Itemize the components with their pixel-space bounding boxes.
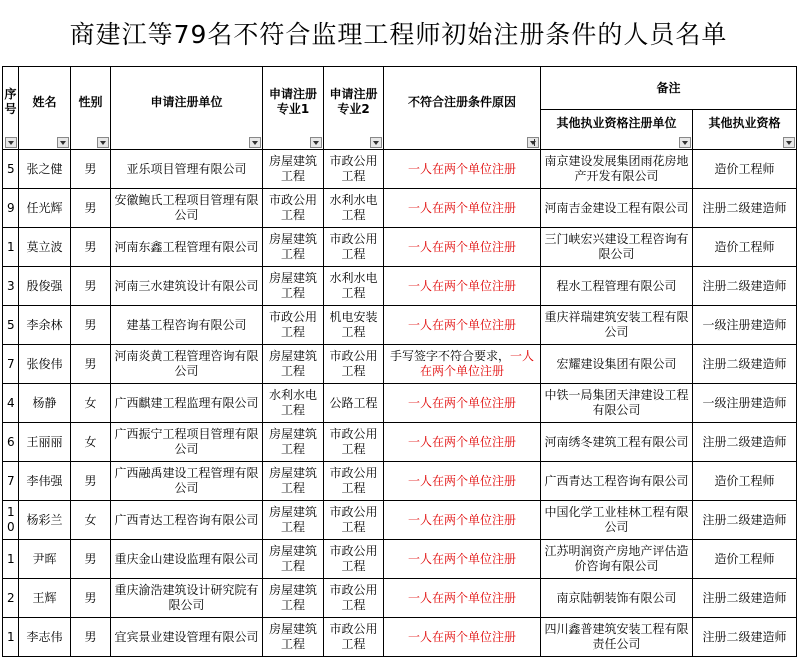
- cell-seq: 9: [3, 189, 19, 228]
- table-row[interactable]: [3, 384, 797, 423]
- cell-gender: 男: [71, 579, 111, 618]
- reason-text: 手写签字不符合要求，: [389, 349, 510, 363]
- cell-reason: 一人在两个单位注册: [384, 540, 541, 579]
- cell-seq: 5: [3, 306, 19, 345]
- cell-other-unit: 程水工程管理有限公司: [541, 267, 693, 306]
- cell-other-qual: 造价工程师: [693, 462, 797, 501]
- cell-reason: [384, 345, 541, 384]
- cell-gender: 女: [71, 423, 111, 462]
- cell-name: 莫立波: [19, 228, 71, 267]
- cell-major1: 房屋建筑工程: [263, 423, 324, 462]
- filter-dropdown-icon[interactable]: [310, 137, 322, 148]
- cell-other-qual: 造价工程师: [693, 540, 797, 579]
- filter-dropdown-icon[interactable]: [679, 137, 691, 148]
- cell-other-qual: 注册二级建造师: [693, 423, 797, 462]
- cell-gender: 男: [71, 150, 111, 189]
- cell-unit: 河南炎黄工程管理咨询有限公司: [111, 345, 263, 384]
- cell-seq: 1: [3, 540, 19, 579]
- filter-dropdown-icon[interactable]: [57, 137, 69, 148]
- cell-name: 张之健: [19, 150, 71, 189]
- cell-name: 尹晖: [19, 540, 71, 579]
- cell-unit: 重庆金山建设监理有限公司: [111, 540, 263, 579]
- cell-reason: 一人在两个单位注册: [384, 228, 541, 267]
- table-row[interactable]: [3, 345, 797, 384]
- cell-reason: 一人在两个单位注册: [384, 423, 541, 462]
- cell-seq: 1: [3, 618, 19, 657]
- cell-seq: 3: [3, 267, 19, 306]
- cell-reason: 一人在两个单位注册: [384, 501, 541, 540]
- reason-text-red: 一人在两个单位注册: [419, 349, 535, 378]
- cell-major2: 市政公用工程: [324, 501, 384, 540]
- header-other-unit: 其他执业资格注册单位: [541, 110, 693, 150]
- cell-gender: 男: [71, 618, 111, 657]
- cell-unit: 河南三水建筑设计有限公司: [111, 267, 263, 306]
- cell-major2: 市政公用工程: [324, 150, 384, 189]
- cell-major2: 水利水电工程: [324, 267, 384, 306]
- filter-dropdown-icon[interactable]: [97, 137, 109, 148]
- cell-name: 杨彩兰: [19, 501, 71, 540]
- filter-dropdown-icon[interactable]: [783, 137, 795, 148]
- cell-other-unit: 四川鑫普建筑安装工程有限责任公司: [541, 618, 693, 657]
- cell-unit: 宜宾景业建设管理有限公司: [111, 618, 263, 657]
- cell-name: 李余林: [19, 306, 71, 345]
- cell-major2: 市政公用工程: [324, 462, 384, 501]
- cell-major1: 市政公用工程: [263, 306, 324, 345]
- cell-major2: 机电安装工程: [324, 306, 384, 345]
- personnel-table: [2, 66, 797, 657]
- header-seq: 序号: [3, 67, 19, 150]
- cell-unit: 重庆渝浩建筑设计研究院有限公司: [111, 579, 263, 618]
- cell-seq: 10: [3, 501, 19, 540]
- cell-other-qual: 注册二级建造师: [693, 618, 797, 657]
- cell-unit: 河南东鑫工程管理有限公司: [111, 228, 263, 267]
- cell-seq: 4: [3, 384, 19, 423]
- cell-gender: 男: [71, 462, 111, 501]
- cell-name: 杨静: [19, 384, 71, 423]
- cell-reason: 一人在两个单位注册: [384, 579, 541, 618]
- cell-other-qual: 注册二级建造师: [693, 189, 797, 228]
- table-row[interactable]: [3, 228, 797, 267]
- cell-major1: 市政公用工程: [263, 189, 324, 228]
- cell-gender: 男: [71, 306, 111, 345]
- cell-seq: 6: [3, 423, 19, 462]
- header-name: 姓名: [19, 67, 71, 150]
- cell-gender: 男: [71, 228, 111, 267]
- cell-major1: 房屋建筑工程: [263, 501, 324, 540]
- cell-other-unit: 南京陆朝装饰有限公司: [541, 579, 693, 618]
- cell-gender: 男: [71, 189, 111, 228]
- cell-name: 王辉: [19, 579, 71, 618]
- cell-other-unit: 三门峡宏兴建设工程咨询有限公司: [541, 228, 693, 267]
- cell-seq: 1: [3, 228, 19, 267]
- cell-unit: 广西青达工程咨询有限公司: [111, 501, 263, 540]
- cell-other-qual: 注册二级建造师: [693, 501, 797, 540]
- cell-name: 任光辉: [19, 189, 71, 228]
- cell-other-unit: 宏耀建设集团有限公司: [541, 345, 693, 384]
- header-reason: 不符合注册条件原因: [384, 67, 541, 150]
- cell-other-unit: 中铁一局集团天津建设工程有限公司: [541, 384, 693, 423]
- cell-seq: 7: [3, 462, 19, 501]
- header-gender: 性别: [71, 67, 111, 150]
- cell-major1: 房屋建筑工程: [263, 579, 324, 618]
- header-unit: 申请注册单位: [111, 67, 263, 150]
- cell-gender: 女: [71, 384, 111, 423]
- page-title: 商建江等79名不符合监理工程师初始注册条件的人员名单: [69, 20, 728, 49]
- cell-other-qual: 注册二级建造师: [693, 579, 797, 618]
- table-row[interactable]: [3, 423, 797, 462]
- cell-seq: 7: [3, 345, 19, 384]
- cell-major1: 房屋建筑工程: [263, 618, 324, 657]
- cell-major2: 市政公用工程: [324, 540, 384, 579]
- cell-other-unit: 河南绣冬建筑工程有限公司: [541, 423, 693, 462]
- cell-gender: 女: [71, 501, 111, 540]
- cell-reason: 一人在两个单位注册: [384, 267, 541, 306]
- cell-reason: 一人在两个单位注册: [384, 306, 541, 345]
- cell-other-unit: 南京建设发展集团雨花房地产开发有限公司: [541, 150, 693, 189]
- cell-major1: 房屋建筑工程: [263, 462, 324, 501]
- cell-name: 王丽丽: [19, 423, 71, 462]
- cell-name: 李志伟: [19, 618, 71, 657]
- cell-other-unit: 江苏明润资产房地产评估造价咨询有限公司: [541, 540, 693, 579]
- cell-name: 张俊伟: [19, 345, 71, 384]
- filter-dropdown-icon[interactable]: [249, 137, 261, 148]
- cell-major1: 水利水电工程: [263, 384, 324, 423]
- cell-other-unit: 广西青达工程咨询有限公司: [541, 462, 693, 501]
- table-row[interactable]: [3, 540, 797, 579]
- cell-major1: 房屋建筑工程: [263, 150, 324, 189]
- cell-major1: 房屋建筑工程: [263, 345, 324, 384]
- cell-reason: 一人在两个单位注册: [384, 618, 541, 657]
- table-row[interactable]: [3, 618, 797, 657]
- cell-other-qual: 一级注册建造师: [693, 306, 797, 345]
- cell-unit: 广西融禹建设工程管理有限公司: [111, 462, 263, 501]
- table-row[interactable]: [3, 189, 797, 228]
- cell-major2: 市政公用工程: [324, 579, 384, 618]
- cell-reason: 一人在两个单位注册: [384, 150, 541, 189]
- table-row[interactable]: [3, 267, 797, 306]
- cell-reason: 一人在两个单位注册: [384, 189, 541, 228]
- filter-dropdown-icon[interactable]: [370, 137, 382, 148]
- table-row[interactable]: [3, 462, 797, 501]
- cell-major2: 水利水电工程: [324, 189, 384, 228]
- cell-major2: 市政公用工程: [324, 618, 384, 657]
- cell-other-qual: 一级注册建造师: [693, 384, 797, 423]
- cell-major1: 房屋建筑工程: [263, 228, 324, 267]
- cell-name: 李伟强: [19, 462, 71, 501]
- cell-gender: 男: [71, 345, 111, 384]
- cell-name: 殷俊强: [19, 267, 71, 306]
- cell-gender: 男: [71, 540, 111, 579]
- header-major1: 申请注册专业1: [263, 67, 324, 150]
- cell-major2: 市政公用工程: [324, 423, 384, 462]
- header-major2: 申请注册专业2: [324, 67, 384, 150]
- cell-major2: 市政公用工程: [324, 345, 384, 384]
- cell-other-unit: 河南吉金建设工程有限公司: [541, 189, 693, 228]
- cell-other-qual: 注册二级建造师: [693, 267, 797, 306]
- cell-other-qual: 注册二级建造师: [693, 345, 797, 384]
- cell-gender: 男: [71, 267, 111, 306]
- cell-other-unit: 中国化学工业桂林工程有限公司: [541, 501, 693, 540]
- table-row[interactable]: [3, 306, 797, 345]
- header-other-qual: 其他执业资格: [693, 110, 797, 150]
- cell-other-qual: 造价工程师: [693, 228, 797, 267]
- filter-active-icon[interactable]: [527, 137, 539, 148]
- cell-unit: 广西振宁工程项目管理有限公司: [111, 423, 263, 462]
- cell-major1: 房屋建筑工程: [263, 267, 324, 306]
- table-row[interactable]: [3, 579, 797, 618]
- cell-major2: 市政公用工程: [324, 228, 384, 267]
- cell-unit: 亚乐项目管理有限公司: [111, 150, 263, 189]
- header-remark: 备注: [541, 67, 797, 110]
- cell-other-qual: 造价工程师: [693, 150, 797, 189]
- cell-unit: 安徽鲍氏工程项目管理有限公司: [111, 189, 263, 228]
- table-row[interactable]: [3, 150, 797, 189]
- table-row[interactable]: [3, 501, 797, 540]
- cell-seq: 5: [3, 150, 19, 189]
- cell-unit: 广西麒建工程监理有限公司: [111, 384, 263, 423]
- cell-other-unit: 重庆祥瑞建筑安装工程有限公司: [541, 306, 693, 345]
- cell-seq: 2: [3, 579, 19, 618]
- cell-major1: 房屋建筑工程: [263, 540, 324, 579]
- cell-reason: 一人在两个单位注册: [384, 462, 541, 501]
- cell-major2: 公路工程: [324, 384, 384, 423]
- filter-dropdown-icon[interactable]: [5, 137, 17, 148]
- cell-unit: 建基工程咨询有限公司: [111, 306, 263, 345]
- cell-reason: 一人在两个单位注册: [384, 384, 541, 423]
